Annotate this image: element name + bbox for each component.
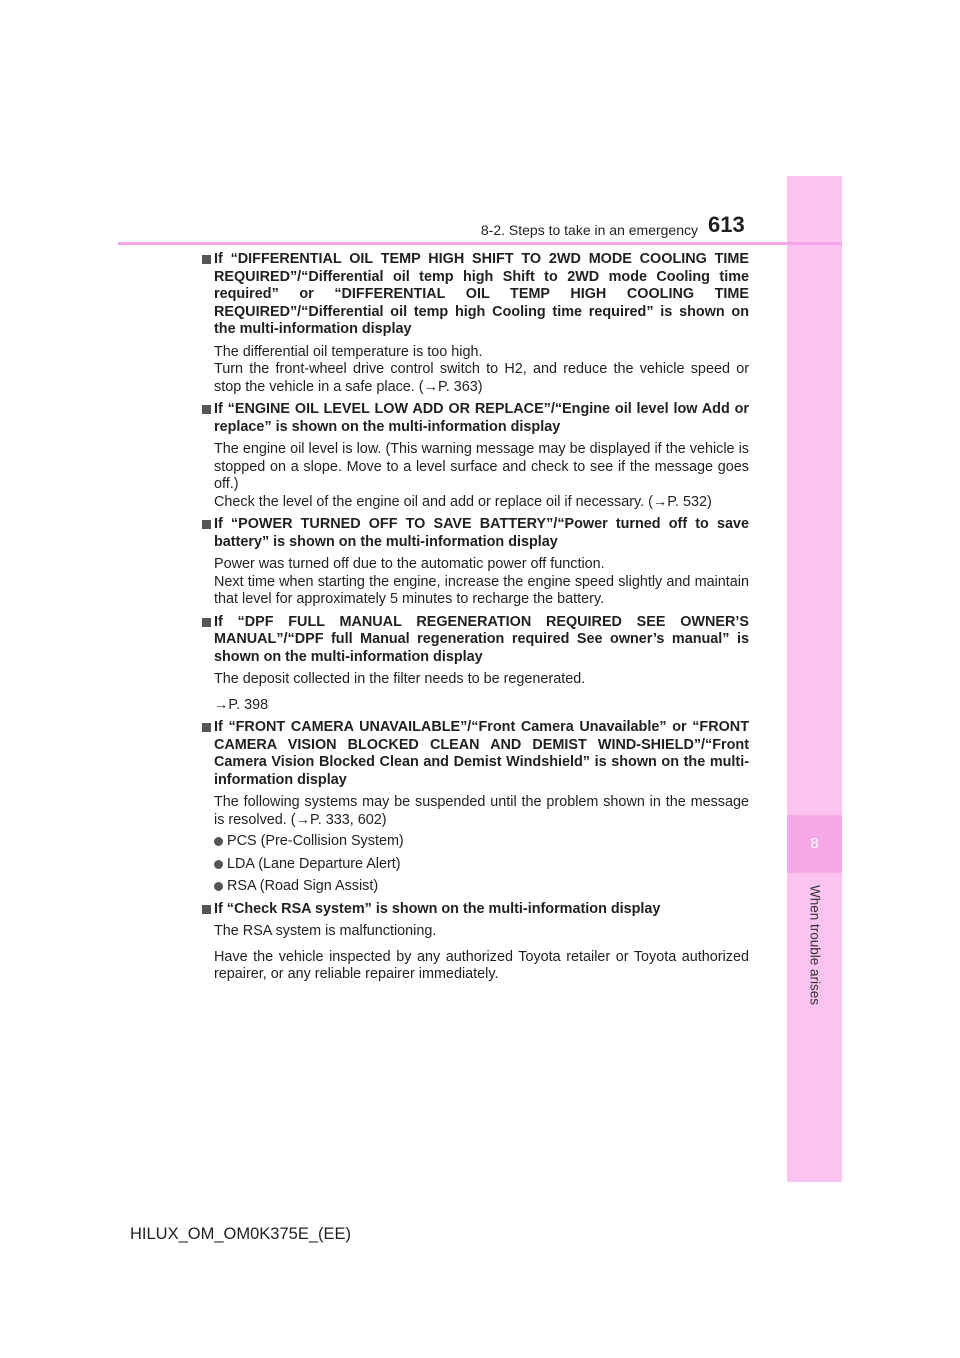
header-divider <box>118 242 842 245</box>
round-bullet-icon <box>214 882 223 891</box>
paragraph: The deposit collected in the filter needs to be regenerated. <box>214 671 586 687</box>
list-item: LDA (Lane Departure Alert) <box>214 856 749 874</box>
paragraph: The following systems may be suspended until the problem shown in the message is resolved. (→P. 333, 602) <box>214 794 749 828</box>
square-bullet-icon <box>202 405 211 414</box>
square-bullet-icon <box>202 255 211 264</box>
section-front-camera <box>212 719 749 896</box>
header-section-title: 8-2. Steps to take in an emergency <box>480 222 698 238</box>
list-item: RSA (Road Sign Assist) <box>214 878 749 896</box>
paragraph: The RSA system is malfunctioning. <box>214 923 437 939</box>
paragraph: Power was turned off due to the automatic power off function. <box>214 556 605 572</box>
section-heading: If “DIFFERENTIAL OIL TEMP HIGH SHIFT TO 2WD MODE COOLING TIME REQUIRED”/“Differential oil temp high Shift to 2WD mode Cooling time required” or “DIFFERENTIAL OIL TEMP HIGH COOLING TIME REQUIRED”/“Differential oil temp high Cooling time required” is shown on the multi-information display <box>214 251 749 337</box>
paragraph: Next time when starting the engine, increase the engine speed slightly and maintain that level for approximately 5 minutes to recharge the battery. <box>214 573 749 607</box>
section-power-off <box>212 516 749 609</box>
paragraph: Check the level of the engine oil and add or replace oil if necessary. (→P. 532) <box>214 493 712 510</box>
paragraph: The differential oil temperature is too high. <box>214 343 483 360</box>
section-heading: If “POWER TURNED OFF TO SAVE BATTERY”/“Power turned off to save battery” is shown on the multi-information display <box>214 516 749 550</box>
page-reference: →P. 398 <box>214 696 269 713</box>
chapter-number: 8 <box>787 815 842 873</box>
chapter-side-tab <box>787 176 842 1182</box>
round-bullet-icon <box>214 860 223 869</box>
section-differential-oil <box>212 251 749 396</box>
list-item: PCS (Pre-Collision System) <box>214 833 749 851</box>
square-bullet-icon <box>202 723 211 732</box>
paragraph: Have the vehicle inspected by any authorized Toyota retailer or Toyota authorized repairer, or any reliable repairer immediately. <box>214 948 749 982</box>
section-heading: If “ENGINE OIL LEVEL LOW ADD OR REPLACE”/“Engine oil level low Add or replace” is shown on the multi-information display <box>214 401 749 435</box>
section-rsa-system <box>212 901 749 984</box>
chapter-title: When trouble arises <box>807 884 823 1006</box>
section-engine-oil <box>212 401 749 511</box>
section-heading: If “DPF FULL MANUAL REGENERATION REQUIRED SEE OWNER’S MANUAL”/“DPF full Manual regeneration required See owner’s manual” is shown on the multi-information display <box>214 613 749 665</box>
section-dpf <box>212 614 749 715</box>
square-bullet-icon <box>202 520 211 529</box>
round-bullet-icon <box>214 837 223 846</box>
manual-code: HILUX_OM_OM0K375E_(EE) <box>130 1225 352 1243</box>
paragraph: The engine oil level is low. (This warning message may be displayed if the vehicle is stopped on a slope. Move to a level surface and check to see if the message goes off.) <box>214 441 749 492</box>
paragraph: Turn the front-wheel drive control switch to H2, and reduce the vehicle speed or stop the vehicle in a safe place. (→P. 363) <box>214 361 749 395</box>
square-bullet-icon <box>202 905 211 914</box>
section-heading: If “Check RSA system” is shown on the multi-information display <box>214 900 661 917</box>
square-bullet-icon <box>202 618 211 627</box>
section-heading: If “FRONT CAMERA UNAVAILABLE”/“Front Camera Unavailable” or “FRONT CAMERA VISION BLOCKED CLEAN AND DEMIST WIND-SHIELD”/“Front Camera Vision Blocked Clean and Demist Windshield” is shown on the multi-information display <box>214 719 749 788</box>
page-number: 613 <box>708 212 745 237</box>
page-content <box>212 251 749 989</box>
